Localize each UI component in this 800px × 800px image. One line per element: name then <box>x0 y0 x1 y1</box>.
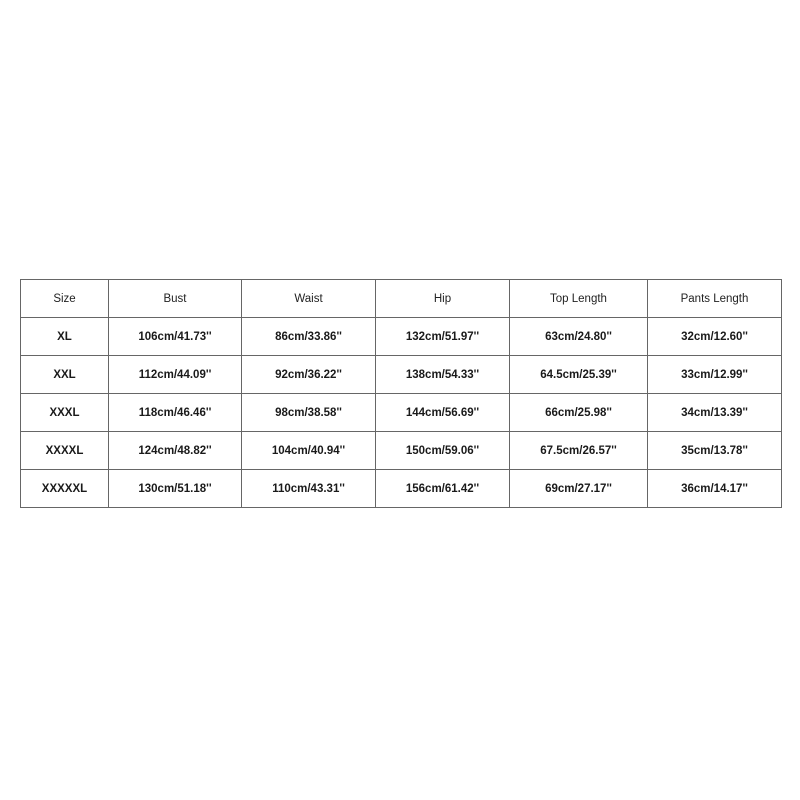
cell-size: XXXL <box>21 394 109 432</box>
cell-pants-length: 36cm/14.17'' <box>648 470 782 508</box>
cell-size: XL <box>21 318 109 356</box>
header-hip: Hip <box>376 280 510 318</box>
header-size: Size <box>21 280 109 318</box>
cell-top-length: 64.5cm/25.39'' <box>510 356 648 394</box>
cell-bust: 112cm/44.09'' <box>109 356 242 394</box>
cell-size: XXL <box>21 356 109 394</box>
cell-hip: 156cm/61.42'' <box>376 470 510 508</box>
table-row <box>21 356 782 394</box>
cell-pants-length: 33cm/12.99'' <box>648 356 782 394</box>
table-row <box>21 318 782 356</box>
cell-waist: 104cm/40.94'' <box>242 432 376 470</box>
cell-hip: 144cm/56.69'' <box>376 394 510 432</box>
cell-top-length: 69cm/27.17'' <box>510 470 648 508</box>
header-waist: Waist <box>242 280 376 318</box>
cell-bust: 118cm/46.46'' <box>109 394 242 432</box>
cell-top-length: 67.5cm/26.57'' <box>510 432 648 470</box>
cell-bust: 106cm/41.73'' <box>109 318 242 356</box>
cell-pants-length: 32cm/12.60'' <box>648 318 782 356</box>
cell-pants-length: 34cm/13.39'' <box>648 394 782 432</box>
cell-size: XXXXXL <box>21 470 109 508</box>
table-row <box>21 470 782 508</box>
cell-waist: 86cm/33.86'' <box>242 318 376 356</box>
header-pants-length: Pants Length <box>648 280 782 318</box>
cell-size: XXXXL <box>21 432 109 470</box>
table-row <box>21 432 782 470</box>
cell-waist: 92cm/36.22'' <box>242 356 376 394</box>
cell-top-length: 63cm/24.80'' <box>510 318 648 356</box>
cell-waist: 98cm/38.58'' <box>242 394 376 432</box>
cell-hip: 132cm/51.97'' <box>376 318 510 356</box>
table-row <box>21 394 782 432</box>
header-top-length: Top Length <box>510 280 648 318</box>
cell-pants-length: 35cm/13.78'' <box>648 432 782 470</box>
cell-bust: 124cm/48.82'' <box>109 432 242 470</box>
header-bust: Bust <box>109 280 242 318</box>
size-chart-table <box>20 279 782 508</box>
cell-waist: 110cm/43.31'' <box>242 470 376 508</box>
cell-hip: 138cm/54.33'' <box>376 356 510 394</box>
cell-hip: 150cm/59.06'' <box>376 432 510 470</box>
cell-bust: 130cm/51.18'' <box>109 470 242 508</box>
header-row <box>21 280 782 318</box>
cell-top-length: 66cm/25.98'' <box>510 394 648 432</box>
